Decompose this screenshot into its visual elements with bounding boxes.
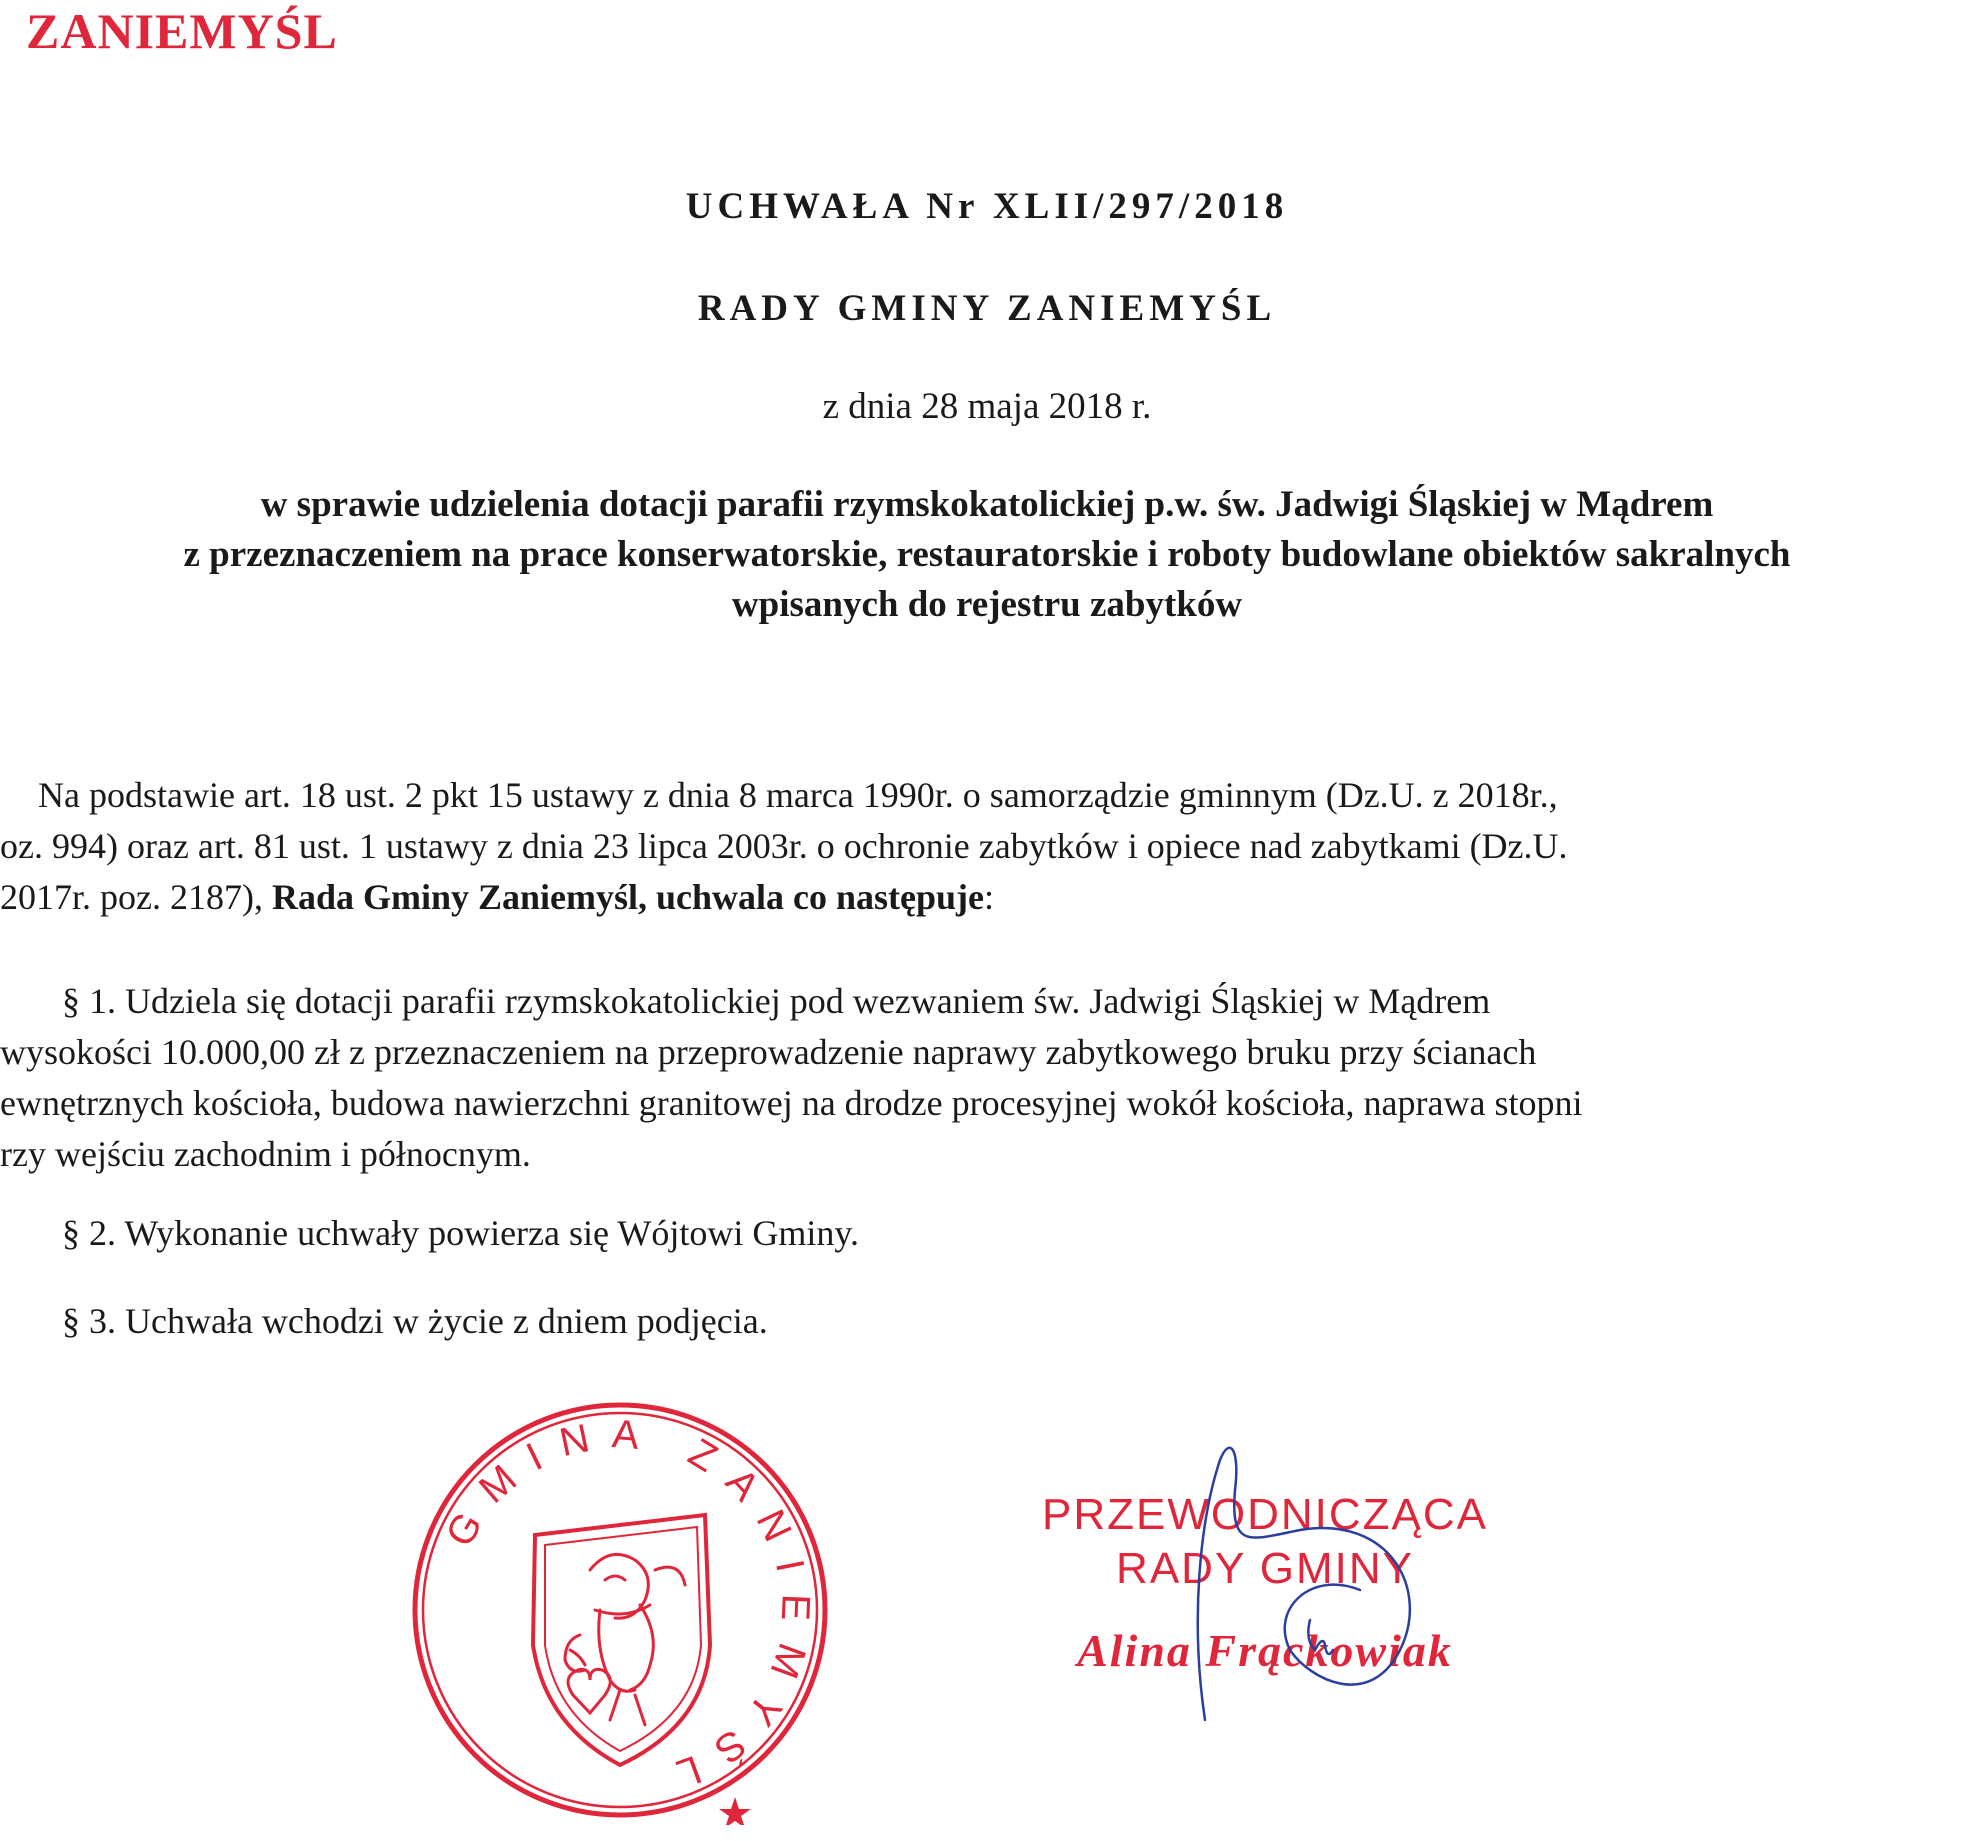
basis-bold-text: Rada Gminy Zaniemyśl, uchwala co następuje [271, 877, 985, 917]
resolution-date: z dnia 28 maja 2018 r. [822, 386, 1152, 427]
resolution-number: UCHWAŁA Nr XLII/297/2018 [685, 186, 1289, 227]
chairperson-stamp [985, 1488, 1545, 1677]
paragraph-3: § 3. Uchwała wchodzi w życie z dniem podjęcia. [62, 1301, 768, 1341]
paragraph-line: § 1. Udziela się dotacji parafii rzymskokatolickiej pod wezwaniem św. Jadwigi Śląskiej w Mądrem [62, 981, 1491, 1021]
paragraph-line: rzy wejściu zachodnim i północnym. [0, 1134, 531, 1174]
signature-role-line: RADY GMINY [1116, 1544, 1414, 1593]
basis-text: 2017r. poz. 2187), [0, 877, 272, 917]
seal-ring-text: GMINA ZANIEMYŚL [437, 1411, 818, 1803]
seal-graphic [405, 1395, 835, 1825]
header-stamp: ZANIEMYŚL [26, 3, 338, 59]
legal-basis [0, 770, 1964, 923]
lion-emblem [565, 1554, 685, 1725]
subject-line: w sprawie udzielenia dotacji parafii rzymskokatolickiej p.w. św. Jadwigi Śląskiej w Mądrem [260, 484, 1714, 525]
paragraph-2: § 2. Wykonanie uchwały powierza się Wójtowi Gminy. [62, 1213, 859, 1253]
basis-colon: : [984, 877, 995, 917]
resolution-subject [0, 480, 1974, 630]
star-icon [719, 1797, 751, 1825]
council-name: RADY GMINY ZANIEMYŚL [697, 288, 1277, 329]
basis-line [0, 872, 1964, 923]
basis-line: oz. 994) oraz art. 81 ust. 1 ustawy z dnia 23 lipca 2003r. o ochronie zabytków i opiece nad zabytkami (Dz.U. [0, 826, 1568, 866]
subject-line: z przeznaczeniem na prace konserwatorskie, restauratorskie i roboty budowlane obiektów sakralnych [183, 534, 1791, 575]
basis-line: Na podstawie art. 18 ust. 2 pkt 15 ustawy z dnia 8 marca 1990r. o samorządzie gminnym (Dz.U. z 2018r., [38, 775, 1558, 815]
municipal-seal [405, 1395, 835, 1825]
signature-name: Alina Frąckowiak [1077, 1625, 1453, 1676]
subject-line: wpisanych do rejestru zabytków [731, 584, 1243, 625]
paragraph-line: wysokości 10.000,00 zł z przeznaczeniem na przeprowadzenie naprawy zabytkowego bruku przy ścianach [0, 1032, 1537, 1072]
heart-emblem [568, 1669, 610, 1713]
paragraph-1 [0, 976, 1964, 1180]
signature-role-line: PRZEWODNICZĄCA [1042, 1490, 1488, 1539]
paragraph-line: ewnętrznych kościoła, budowa nawierzchni granitowej na drodze procesyjnej wokół kościoła, naprawa stopni [0, 1083, 1583, 1123]
